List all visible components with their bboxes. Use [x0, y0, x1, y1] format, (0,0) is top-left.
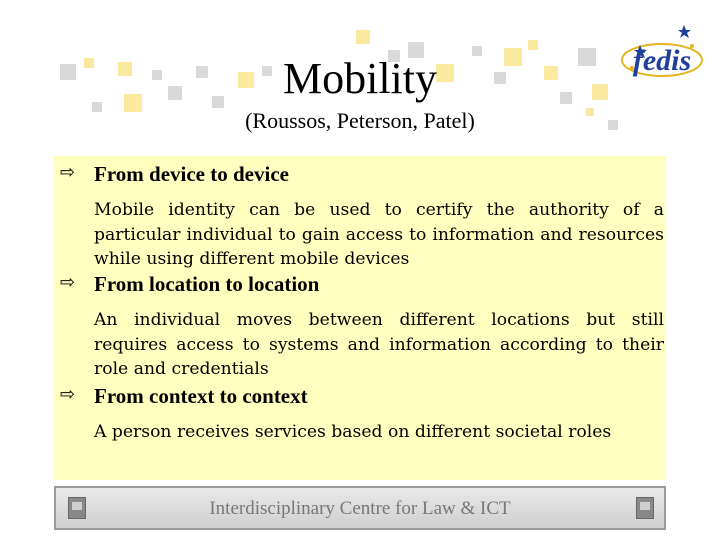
hollow-arrow-icon: ⇨	[60, 384, 76, 405]
bullet-text: Mobile identity can be used to certify the authority of a particular individual to gain access to information and resources while using different mobile devices	[94, 200, 664, 269]
bullet-heading: From device to device	[94, 162, 289, 186]
hollow-arrow-icon: ⇨	[60, 272, 76, 293]
logo-text: fedis	[632, 44, 692, 77]
slide-title: Mobility	[282, 54, 438, 103]
bullet-heading: From context to context	[94, 384, 308, 408]
content-panel	[54, 156, 666, 480]
icri-icon	[636, 497, 654, 519]
slide-subtitle: (Roussos, Peterson, Patel)	[245, 108, 475, 133]
bullet-text: A person receives services based on different societal roles	[94, 422, 612, 442]
bullet-heading: From location to location	[94, 272, 320, 296]
footer-bar	[54, 486, 666, 530]
footer-text: Interdisciplinary Centre for Law & ICT	[209, 498, 511, 519]
bullet-text: An individual moves between different locations but still requires access to systems and information according to their role and credentials	[94, 310, 664, 379]
hollow-arrow-icon: ⇨	[60, 162, 76, 183]
